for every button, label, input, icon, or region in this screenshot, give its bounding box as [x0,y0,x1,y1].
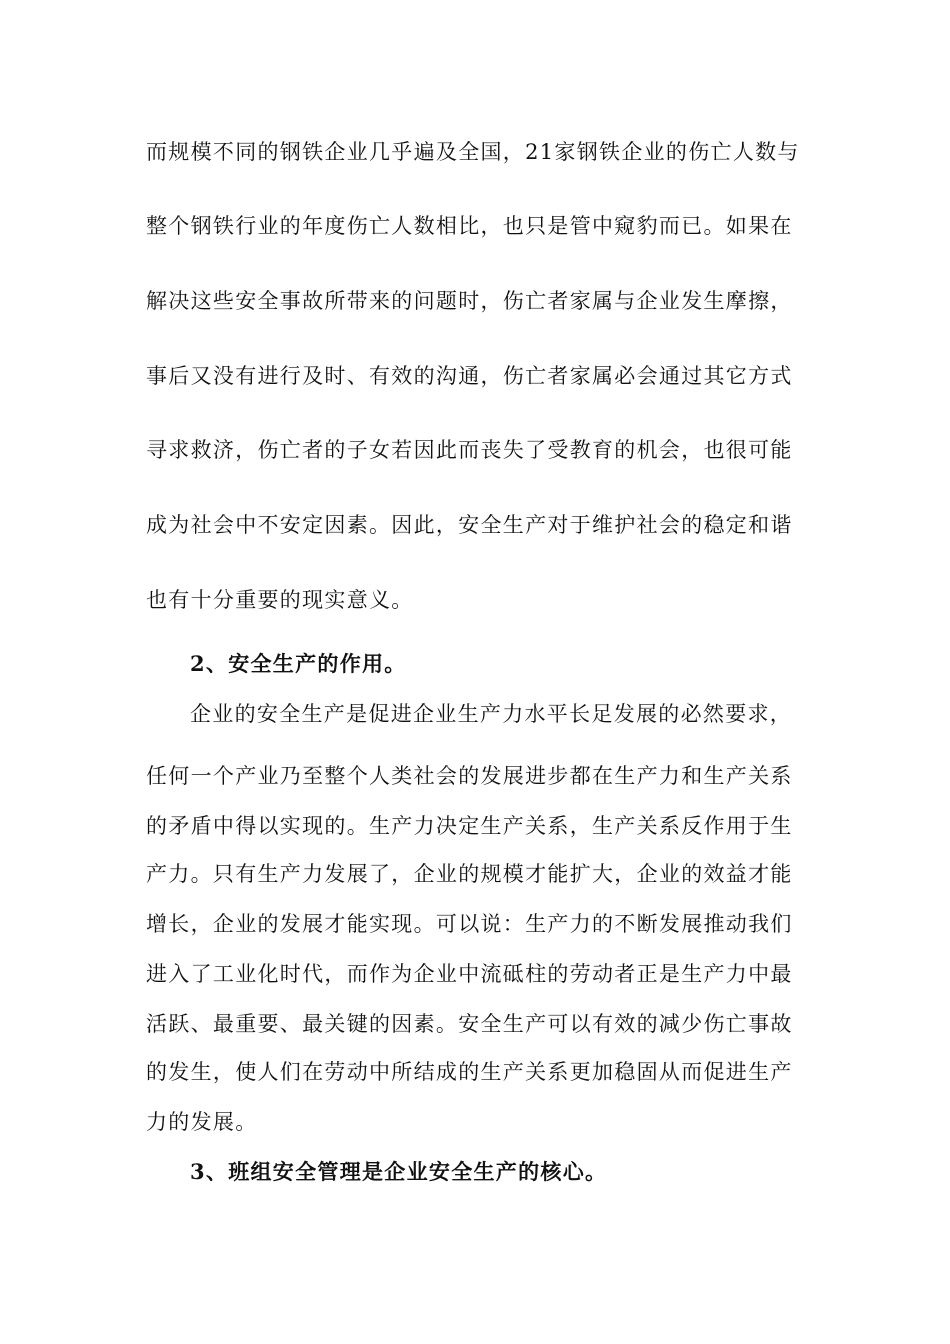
paragraph-line: 的矛盾中得以实现的。生产力决定生产关系，生产关系反作用于生 [146,814,793,838]
paragraph-line: 活跃、最重要、最关键的因素。安全生产可以有效的减少伤亡事故 [146,1012,793,1036]
paragraph-line: 增长，企业的发展才能实现。可以说：生产力的不断发展推动我们 [146,912,793,936]
paragraph-line: 事后又没有进行及时、有效的沟通，伤亡者家属必会通过其它方式 [146,364,793,388]
paragraph-line: 力的发展。 [146,1110,258,1134]
section-heading-3: 3、班组安全管理是企业安全生产的核心。 [190,1159,608,1184]
paragraph-line: 进入了工业化时代，而作为企业中流砥柱的劳动者正是生产力中最 [146,962,793,986]
paragraph-line: 产力。只有生产力发展了，企业的规模才能扩大，企业的效益才能 [146,862,793,886]
paragraph-line: 任何一个产业乃至整个人类社会的发展进步都在生产力和生产关系 [146,764,793,788]
paragraph-line: 成为社会中不安定因素。因此，安全生产对于维护社会的稳定和谐 [146,513,793,537]
paragraph-line: 寻求救济，伤亡者的子女若因此而丧失了受教育的机会，也很可能 [146,438,793,462]
paragraph-line: 解决这些安全事故所带来的问题时，伤亡者家属与企业发生摩擦， [146,289,793,313]
section-heading-2: 2、安全生产的作用。 [190,651,407,676]
paragraph-line: 而规模不同的钢铁企业几乎遍及全国，21家钢铁企业的伤亡人数与 [146,140,800,164]
paragraph-line: 整个钢铁行业的年度伤亡人数相比，也只是管中窥豹而已。如果在 [146,214,793,238]
paragraph-line: 的发生，使人们在劳动中所结成的生产关系更加稳固从而促进生产 [146,1060,793,1084]
paragraph-line: 企业的安全生产是促进企业生产力水平长足发展的必然要求， [190,702,793,726]
paragraph-line: 也有十分重要的现实意义。 [146,588,414,612]
